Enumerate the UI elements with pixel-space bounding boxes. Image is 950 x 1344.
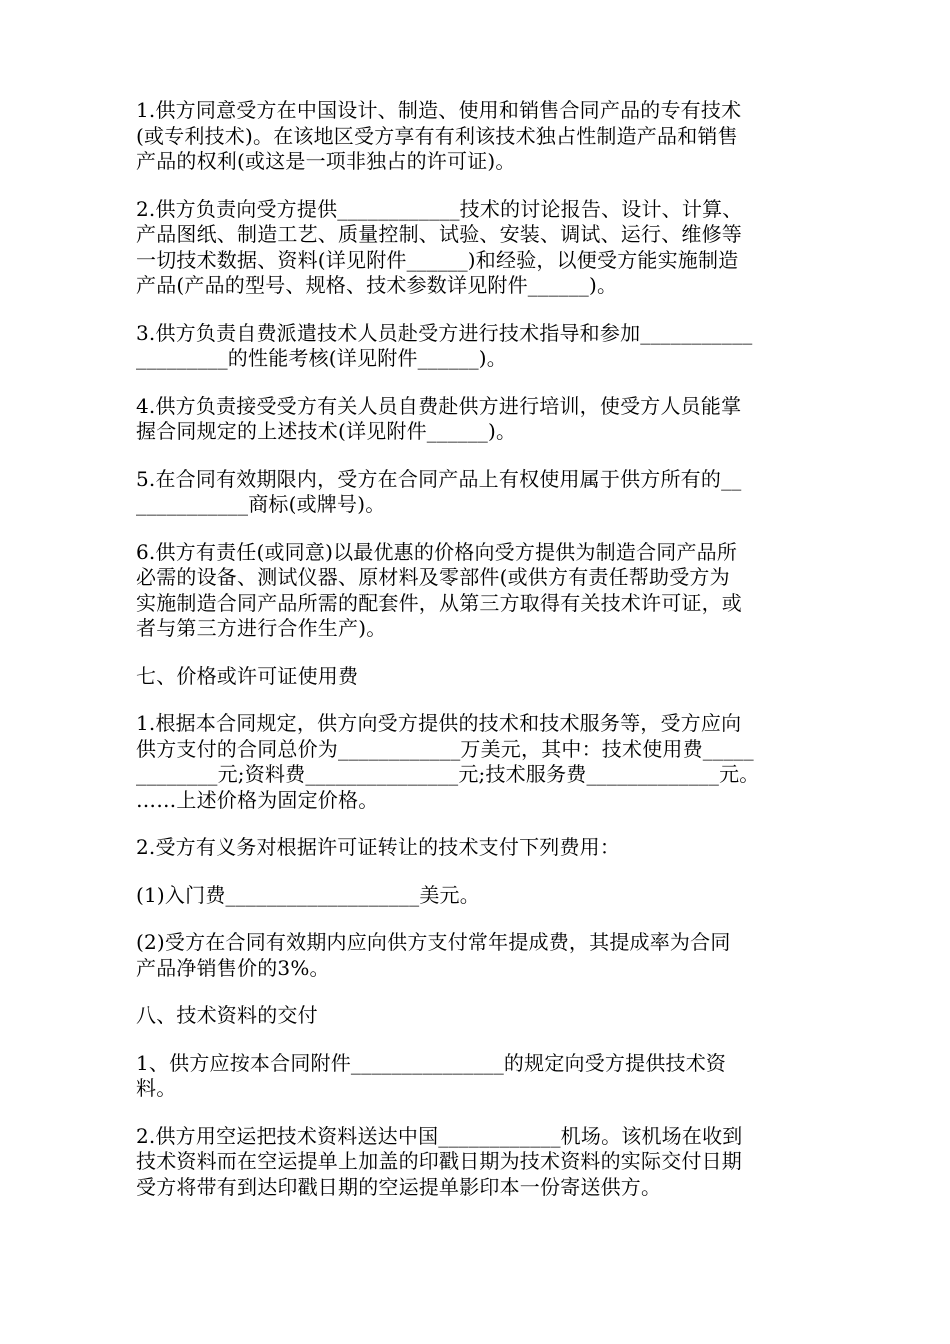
text-line: 料。 xyxy=(136,1076,177,1100)
text-line: 2.供方用空运把技术资料送达中国____________机场。该机场在收到 xyxy=(136,1123,743,1148)
clause-7-2 xyxy=(136,835,816,861)
text-line: 产品的权利(或这是一项非独占的许可证)。 xyxy=(136,149,516,173)
text-line: 握合同规定的上述技术(详见附件______)。 xyxy=(136,419,517,443)
document-body xyxy=(136,98,816,1222)
clause-6-5 xyxy=(136,467,816,518)
heading-text: 七、价格或许可证使用费 xyxy=(136,663,359,688)
text-line: _________的性能考核(详见附件______)。 xyxy=(136,346,508,370)
text-line: 1、供方应按本合同附件_______________的规定向受方提供技术资 xyxy=(136,1050,727,1075)
clause-8-1 xyxy=(136,1051,816,1102)
clause-6-6 xyxy=(136,540,816,642)
text-line: 4.供方负责接受受方有关人员自费赴供方进行培训，使受方人员能掌 xyxy=(136,393,742,418)
clause-6-1 xyxy=(136,98,816,175)
text-line: 1.根据本合同规定，供方向受方提供的技术和技术服务等，受方应向 xyxy=(136,711,742,735)
clause-7-2-1 xyxy=(136,883,816,909)
section-heading-7 xyxy=(136,664,816,690)
text-line: 3.供方负责自费派遣技术人员赴受方进行技术指导和参加___________ xyxy=(136,320,753,345)
text-line: 5.在合同有效期限内，受方在合同产品上有权使用属于供方所有的__ xyxy=(136,466,742,491)
text-line: 6.供方有责任(或同意)以最优惠的价格向受方提供为制造合同产品所 xyxy=(136,539,738,564)
text-line: ___________商标(或牌号)。 xyxy=(136,492,386,516)
clause-6-3 xyxy=(136,321,816,372)
text-line: 产品净销售价的3%。 xyxy=(136,955,330,980)
text-line: 者与第三方进行合作生产)。 xyxy=(136,616,387,640)
clause-6-2 xyxy=(136,197,816,299)
text-line: 必需的设备、测试仪器、原材料及零部件(或供方有责任帮助受方为 xyxy=(136,565,730,589)
text-line: 2.受方有义务对根据许可证转让的技术支付下列费用： xyxy=(136,835,621,859)
text-line: ________元;资料费_______________元;技术服务费_____________元。 xyxy=(136,762,760,786)
text-line: (或专利技术)。在该地区受方享有有利该技术独占性制造产品和销售 xyxy=(136,123,738,148)
text-line: ……上述价格为固定价格。 xyxy=(136,787,379,812)
clause-7-1 xyxy=(136,711,816,813)
text-line: 供方支付的合同总价为____________万美元，其中：技术使用费_____ xyxy=(136,736,754,761)
text-line: 受方将带有到达印戳日期的空运提单影印本一份寄送供方。 xyxy=(136,1174,662,1199)
text-line: (2)受方在合同有效期内应向供方支付常年提成费，其提成率为合同 xyxy=(136,930,731,954)
section-heading-8 xyxy=(136,1003,816,1029)
text-line: 1.供方同意受方在中国设计、制造、使用和销售合同产品的专有技术 xyxy=(136,98,742,122)
heading-text: 八、技术资料的交付 xyxy=(136,1003,318,1027)
text-line: (1)入门费___________________美元。 xyxy=(136,882,480,907)
clause-6-4 xyxy=(136,394,816,445)
text-line: 实施制造合同产品所需的配套件，从第三方取得有关技术许可证，或 xyxy=(136,590,742,615)
text-line: 技术资料而在空运提单上加盖的印戳日期为技术资料的实际交付日期 xyxy=(136,1149,742,1173)
text-line: 产品图纸、制造工艺、质量控制、试验、安装、调试、运行、维修等 xyxy=(136,222,742,246)
text-line: 2.供方负责向受方提供____________技术的讨论报告、设计、计算、 xyxy=(136,196,743,221)
clause-8-2 xyxy=(136,1124,816,1201)
text-line: 产品(产品的型号、规格、技术参数详见附件______)。 xyxy=(136,273,618,297)
text-line: 一切技术数据、资料(详见附件______)和经验，以便受方能实施制造 xyxy=(136,247,739,272)
clause-7-2-2 xyxy=(136,930,816,981)
